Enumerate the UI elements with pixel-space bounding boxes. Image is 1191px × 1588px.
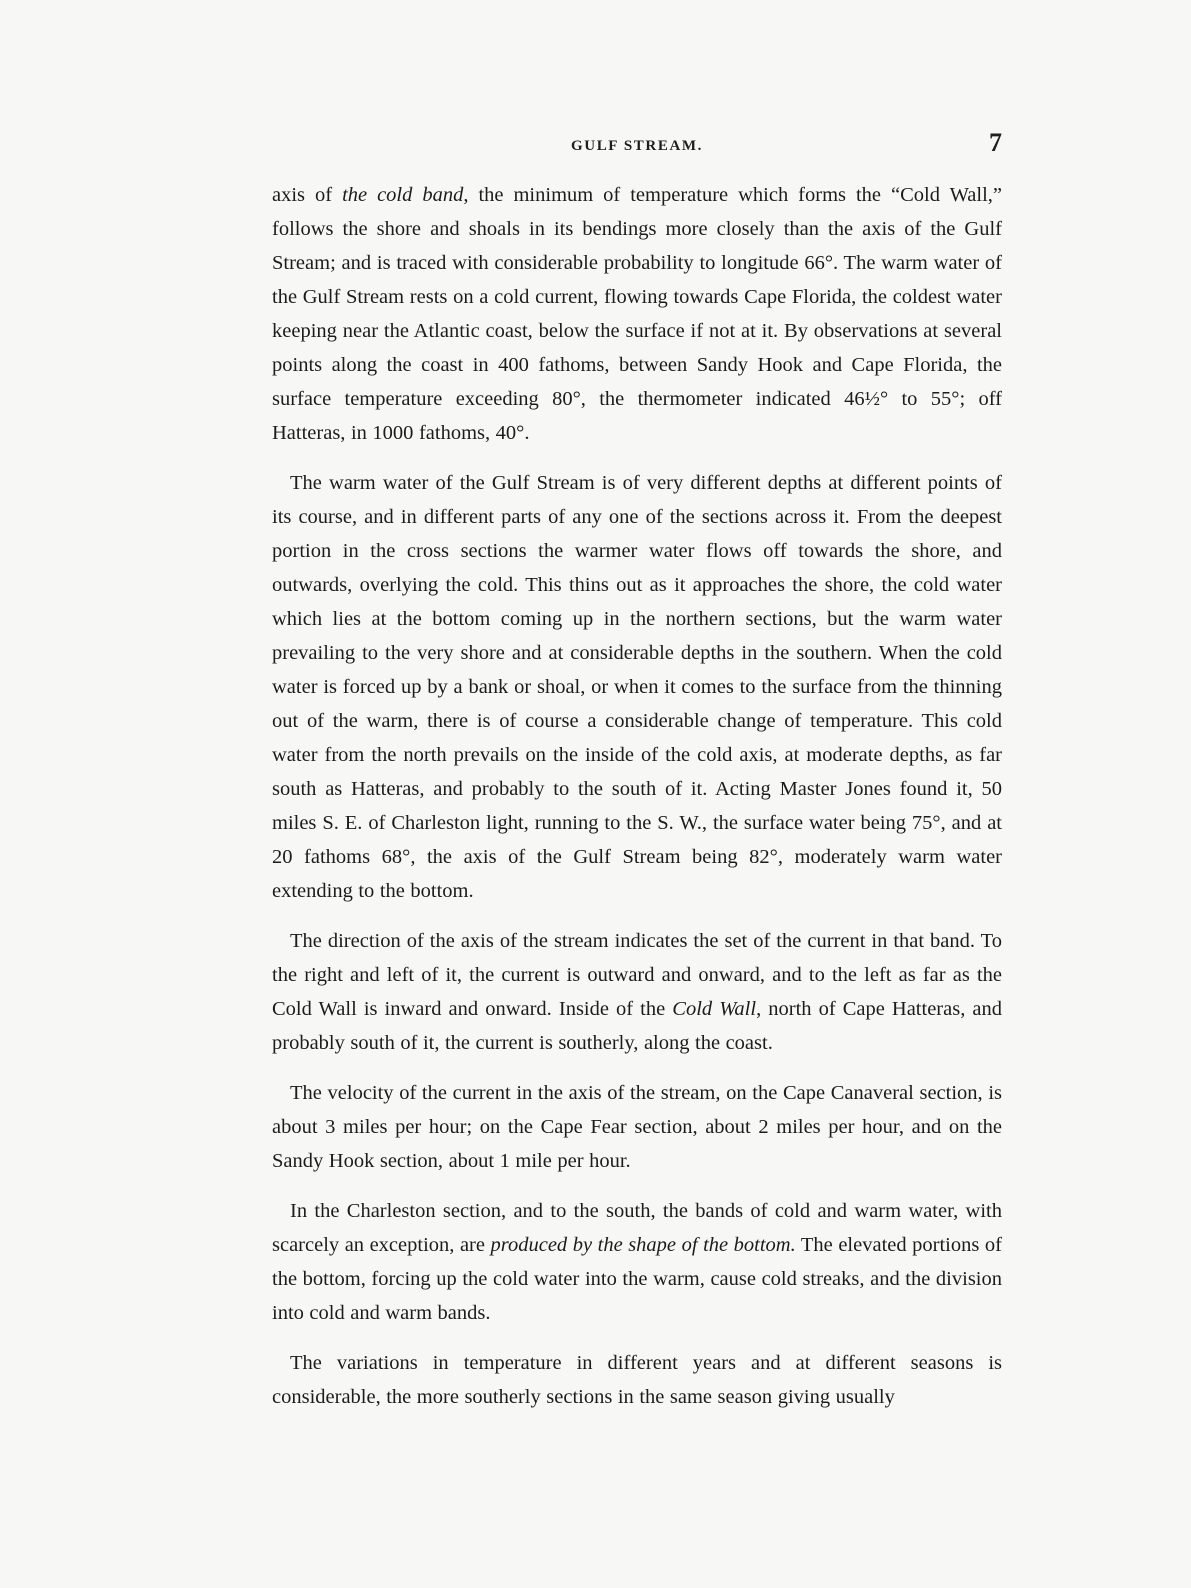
paragraph-stream-direction: The direction of the axis of the stream indicates the set of the current in that band. To the right and left of it, the current is outward and onward, and to the left as far as the Cold Wall is inward and onward. Inside of the Cold Wall, north of Cape Hatteras, and probably south of it, the current is southerly, along the coast. [272, 930, 1002, 1054]
paragraph-current-velocity: The velocity of the current in the axis of the stream, on the Cape Canaveral section, is about 3 miles per hour; on the Cape Fear section, about 2 miles per hour, and on the Sandy Hook section, about 1 mile per hour. [272, 1082, 1002, 1172]
page-header [272, 128, 1002, 160]
page-number: 7 [989, 128, 1002, 157]
running-head: GULF STREAM. [571, 138, 703, 154]
paragraph-bottom-shape: In the Charleston section, and to the south, the bands of cold and warm water, with scarcely an exception, are produced by the shape of the bottom. The elevated portions of the bottom, forcing up the cold water into the warm, cause cold streaks, and the division into cold and warm bands. [272, 1200, 1002, 1324]
paragraph-temperature-variations: The variations in temperature in different years and at different seasons is considerable, the more southerly sections in the same season giving usually [272, 1352, 1002, 1408]
paragraph-cold-wall: axis of the cold band, the minimum of temperature which forms the “Cold Wall,” follows the shore and shoals in its bendings more closely than the axis of the Gulf Stream; and is traced with considerable probability to longitude 66°. The warm water of the Gulf Stream rests on a cold current, flowing towards Cape Florida, the coldest water keeping near the Atlantic coast, below the surface if not at it. By observations at several points along the coast in 400 fathoms, between Sandy Hook and Cape Florida, the surface temperature exceeding 80°, the thermometer indicated 46½° to 55°; off Hatteras, in 1000 fathoms, 40°. [272, 184, 1002, 444]
body-text [272, 178, 1002, 1414]
paragraph-warm-water-depths: The warm water of the Gulf Stream is of very different depths at different points of its course, and in different parts of any one of the sections across it. From the deepest portion in the cross sections the warmer water flows off towards the shore, and outwards, overlying the cold. This thins out as it approaches the shore, the cold water which lies at the bottom coming up in the northern sections, but the warm water prevailing to the very shore and at considerable depths in the southern. When the cold water is forced up by a bank or shoal, or when it comes to the surface from the thinning out of the warm, there is of course a considerable change of temperature. This cold water from the north prevails on the inside of the cold axis, at moderate depths, as far south as Hatteras, and probably to the south of it. Acting Master Jones found it, 50 miles S. E. of Charleston light, running to the S. W., the surface water being 75°, and at 20 fathoms 68°, the axis of the Gulf Stream being 82°, moderately warm water extending to the bottom. [272, 472, 1002, 902]
